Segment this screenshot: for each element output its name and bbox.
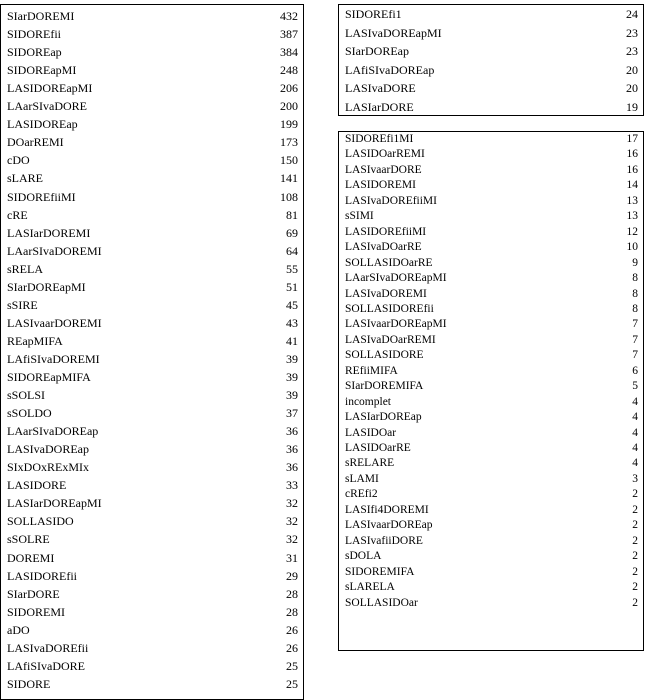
table-row — [339, 441, 643, 457]
row-count: 4 — [632, 395, 638, 408]
row-label: SIarDOREMIFA — [345, 380, 424, 393]
row-count: 29 — [286, 568, 298, 583]
row-label: LAfiSIvaDORE — [7, 658, 85, 673]
row-label: sRELA — [7, 261, 43, 276]
row-label: LASIDOREfii — [7, 568, 77, 583]
left-count-table — [0, 4, 304, 700]
row-label: LASIarDORE — [345, 100, 414, 114]
table-row — [339, 580, 643, 596]
row-label: sSIMI — [345, 210, 374, 223]
row-count: 31 — [286, 550, 298, 565]
row-label: sSOLRE — [7, 532, 50, 547]
row-count: 141 — [280, 171, 298, 186]
row-label: SIDOREMI — [7, 604, 66, 619]
row-count: 206 — [280, 81, 298, 96]
row-label: LASIvaarDOREapMI — [345, 318, 447, 331]
row-label: LAfiSIvaDOREMI — [7, 351, 100, 366]
row-count: 39 — [286, 351, 298, 366]
row-count: 4 — [632, 411, 638, 424]
row-count: 108 — [280, 189, 298, 204]
row-label: LAarSIvaDOREapMI — [345, 272, 447, 285]
row-count: 32 — [286, 514, 298, 529]
row-label: LASIvaarDORE — [345, 163, 422, 176]
row-count: 25 — [286, 658, 298, 673]
row-label: LASIarDOREap — [345, 411, 422, 424]
row-label: sRELARE — [345, 457, 395, 470]
row-label: LASIvaDOREap — [7, 442, 89, 457]
table-row — [339, 61, 643, 80]
row-count: 199 — [280, 117, 298, 132]
table-row — [339, 42, 643, 61]
table-row — [339, 549, 643, 565]
row-count: 28 — [286, 604, 298, 619]
row-count: 3 — [632, 472, 638, 485]
row-label: LASIvaDOarREMI — [345, 333, 436, 346]
row-label: sLARELA — [345, 581, 395, 594]
row-count: 2 — [632, 550, 638, 563]
table-row — [339, 456, 643, 472]
row-count: 20 — [626, 81, 638, 96]
row-count: 14 — [626, 179, 638, 192]
row-label: LASIvaDOREfii — [7, 640, 89, 655]
row-label: LASIDORE — [7, 478, 67, 493]
row-label: LASIvaDOREapMI — [345, 25, 442, 40]
table-row — [339, 503, 643, 519]
row-count: 41 — [286, 333, 298, 348]
row-label: SIDORE — [7, 676, 51, 691]
row-label: LAarSIvaDOREMI — [7, 243, 102, 258]
row-label: LASIDOarRE — [345, 442, 411, 454]
row-label: LAfiSIvaDOREap — [345, 62, 435, 77]
row-count: 2 — [632, 519, 638, 532]
row-label: DOREMI — [7, 550, 55, 565]
table-row — [339, 518, 643, 534]
row-label: sLARE — [7, 171, 43, 186]
row-count: 81 — [286, 207, 298, 222]
table-row — [339, 565, 643, 581]
table-row — [339, 256, 643, 272]
row-count: 2 — [632, 488, 638, 501]
table-row — [339, 534, 643, 550]
row-label: sSIRE — [7, 297, 38, 312]
row-count: 26 — [286, 640, 298, 655]
row-label: LASIfi4DOREMI — [345, 503, 429, 516]
row-count: 8 — [632, 287, 638, 300]
table-row — [339, 79, 643, 98]
table-row — [339, 163, 643, 179]
row-label: cREfi2 — [345, 488, 378, 501]
row-label: SIarDOREMI — [7, 9, 75, 23]
row-count: 69 — [286, 225, 298, 240]
row-count: 432 — [280, 9, 298, 23]
row-label: sSOLSI — [7, 388, 46, 403]
row-count: 45 — [286, 297, 298, 312]
row-label: LASIvaDORE — [345, 81, 416, 96]
table-row — [339, 302, 643, 318]
row-count: 36 — [286, 442, 298, 457]
row-count: 8 — [632, 302, 638, 315]
row-count: 248 — [280, 63, 298, 78]
row-count: 173 — [280, 135, 298, 150]
table-row — [339, 596, 643, 612]
row-label: cRE — [7, 207, 28, 222]
row-label: REfiiMIFA — [345, 364, 398, 377]
table-row — [339, 132, 643, 148]
row-count: 5 — [632, 380, 638, 393]
row-label: LASIDOar — [345, 426, 397, 439]
row-count: 7 — [632, 333, 638, 346]
row-label: DOarREMI — [7, 135, 64, 150]
row-count: 9 — [632, 256, 638, 269]
row-label: sLAMI — [345, 472, 379, 485]
row-label: sDOLA — [345, 550, 382, 563]
row-label: LASIvaDOREMI — [345, 287, 427, 300]
table-row — [339, 24, 643, 43]
row-count: 28 — [286, 586, 298, 601]
row-count: 13 — [626, 194, 638, 207]
row-count: 16 — [626, 163, 638, 176]
table-row — [339, 225, 643, 241]
row-count: 33 — [286, 478, 298, 493]
row-count: 10 — [626, 241, 638, 254]
row-label: LASIarDOREMI — [7, 225, 91, 240]
row-count: 17 — [626, 133, 638, 145]
row-count: 55 — [286, 261, 298, 276]
row-label: SOLLASIDO — [7, 514, 74, 529]
row-label: SIDOREapMIFA — [7, 370, 91, 384]
row-count: 2 — [632, 565, 638, 578]
row-label: cDO — [7, 153, 30, 168]
table-row — [339, 348, 643, 364]
row-count: 12 — [626, 225, 638, 238]
table-row — [339, 147, 643, 163]
table-row — [339, 5, 643, 24]
row-count: 13 — [626, 210, 638, 223]
row-count: 32 — [286, 496, 298, 511]
row-label: sSOLDO — [7, 406, 52, 421]
row-count: 23 — [626, 25, 638, 40]
row-label: SIDOREfii — [7, 27, 61, 42]
table-row — [339, 271, 643, 287]
row-label: LASIvaDOREfiiMI — [345, 194, 437, 207]
table-row — [1, 674, 303, 695]
row-count: 43 — [286, 315, 298, 330]
row-label: SOLLASIDORE — [345, 349, 424, 362]
row-count: 39 — [286, 370, 298, 384]
row-label: SIxDOxRExMIx — [7, 460, 90, 475]
row-label: SIDOREMIFA — [345, 565, 415, 578]
row-label: SOLLASIDOREfii — [345, 302, 434, 315]
row-label: SIDOREap — [7, 45, 62, 60]
row-count: 36 — [286, 460, 298, 475]
row-count: 8 — [632, 272, 638, 285]
row-label: SIDOREfi1MI — [345, 133, 414, 145]
row-count: 7 — [632, 318, 638, 331]
row-count: 64 — [286, 243, 298, 258]
row-count: 39 — [286, 388, 298, 403]
row-count: 200 — [280, 99, 298, 114]
table-row — [339, 410, 643, 426]
row-label: SIDOREfiiMI — [7, 189, 76, 204]
table-row — [339, 364, 643, 380]
row-count: 26 — [286, 622, 298, 637]
table-row — [339, 333, 643, 349]
table-row — [339, 209, 643, 225]
row-count: 150 — [280, 153, 298, 168]
row-label: LASIDOarREMI — [345, 148, 425, 161]
row-label: SIarDORE — [7, 586, 60, 601]
table-row — [339, 472, 643, 488]
row-label: SIarDOREap — [345, 44, 409, 59]
row-count: 16 — [626, 148, 638, 161]
row-label: SOLLASIDOar — [345, 596, 418, 609]
row-label: LASIDOREfiiMI — [345, 225, 427, 238]
row-label: LASIvaarDOREap — [345, 519, 433, 532]
row-count: 7 — [632, 349, 638, 362]
top-right-count-table — [338, 4, 644, 116]
table-row — [339, 426, 643, 442]
row-count: 4 — [632, 457, 638, 470]
row-label: aDO — [7, 622, 30, 637]
row-label: LASIDOREap — [7, 117, 78, 132]
row-count: 4 — [632, 442, 638, 454]
row-label: SIDOREfi1 — [345, 7, 402, 21]
table-row — [339, 194, 643, 210]
row-label: LASIvaarDOREMI — [7, 315, 102, 330]
row-label: SIarDOREapMI — [7, 279, 86, 294]
bottom-right-count-table — [338, 131, 644, 651]
row-count: 20 — [626, 62, 638, 77]
table-row — [339, 395, 643, 411]
row-label: LASIDOREapMI — [7, 81, 93, 96]
row-label: LASIvafiiDORE — [345, 534, 423, 547]
row-count: 23 — [626, 44, 638, 59]
row-label: LAarSIvaDOREap — [7, 424, 99, 439]
table-row — [339, 317, 643, 333]
row-count: 2 — [632, 503, 638, 516]
row-count: 19 — [626, 100, 638, 114]
row-count: 2 — [632, 534, 638, 547]
table-row — [339, 178, 643, 194]
table-row — [339, 98, 643, 117]
row-count: 387 — [280, 27, 298, 42]
row-label: LASIDOREMI — [345, 179, 416, 192]
table-row — [339, 287, 643, 303]
row-label: LASIarDOREapMI — [7, 496, 102, 511]
row-count: 2 — [632, 596, 638, 609]
row-count: 25 — [286, 676, 298, 691]
row-label: LASIvaDOarRE — [345, 241, 422, 254]
row-label: incomplet — [345, 395, 391, 408]
row-count: 6 — [632, 364, 638, 377]
table-row — [339, 379, 643, 395]
row-label: LAarSIvaDORE — [7, 99, 87, 114]
row-count: 24 — [626, 7, 638, 21]
row-label: REapMIFA — [7, 333, 63, 348]
row-count: 51 — [286, 279, 298, 294]
row-label: SOLLASIDOarRE — [345, 256, 433, 269]
row-count: 384 — [280, 45, 298, 60]
row-count: 37 — [286, 406, 298, 421]
row-count: 32 — [286, 532, 298, 547]
table-row — [339, 240, 643, 256]
row-count: 4 — [632, 426, 638, 439]
table-row — [339, 487, 643, 503]
row-label: SIDOREapMI — [7, 63, 77, 78]
row-count: 2 — [632, 581, 638, 594]
row-count: 36 — [286, 424, 298, 439]
